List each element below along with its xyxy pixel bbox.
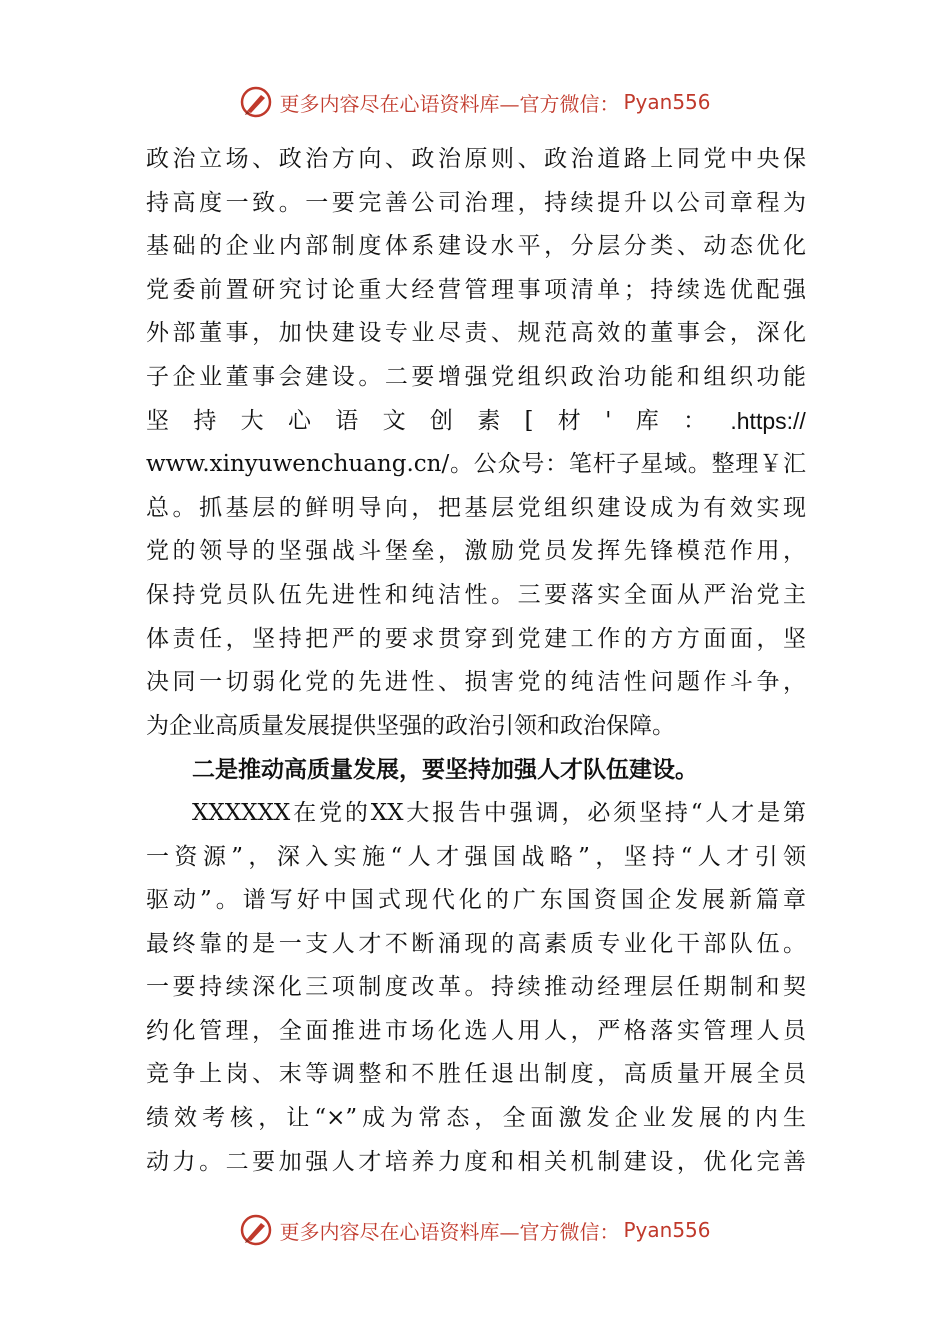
spread-char: ： <box>683 407 707 434</box>
banner-text: 更多内容尽在心语资料库—官方微信： <box>279 1219 620 1244</box>
text-line: 约化管理，全面推进市场化选人用人，严格落实管理人员 <box>146 1017 806 1044</box>
text-line: XXXXXX在党的XX大报告中强调，必须坚持“人才是第 <box>192 799 806 826</box>
text-line: 一要持续深化三项制度改革。持续推动经理层任期制和契 <box>146 974 806 1001</box>
url-line <box>146 443 806 487</box>
text-line: 基础的企业内部制度体系建设水平，分层分类、动态优化 <box>146 233 806 260</box>
wechat-id: Pyan556 <box>623 90 711 114</box>
text-line: 政治立场、政治方向、政治原则、政治道路上同党中央保 <box>146 146 806 172</box>
text-line: 一资源”，深入实施“人才强国战略”，坚持“人才引领 <box>146 843 806 870</box>
spread-char: ' <box>605 407 612 434</box>
pen-logo-icon <box>239 1213 273 1247</box>
text-line: 总。抓基层的鲜明导向，把基层党组织建设成为有效实现 <box>146 494 806 521</box>
header-banner <box>0 82 950 122</box>
watermark-spread-line <box>146 400 806 444</box>
paragraph-2 <box>146 792 806 1184</box>
text-line: 保持党员队伍先进性和纯洁性。三要落实全面从严治党主 <box>146 581 806 608</box>
spread-char: 库 <box>635 407 659 434</box>
spread-char: 大 <box>240 407 264 434</box>
text-line: 动力。二要加强人才培养力度和相关机制建设，优化完善 <box>146 1148 806 1175</box>
banner-text: 更多内容尽在心语资料库—官方微信： <box>279 91 620 116</box>
spread-char: 语 <box>335 407 359 434</box>
text-line: 绩效考核，让“×”成为常态，全面激发企业发展的内生 <box>146 1105 806 1132</box>
pen-logo-icon <box>239 85 273 119</box>
spread-char: [ <box>524 407 534 434</box>
url-prefix: .https:// <box>730 407 806 434</box>
spread-char: 材 <box>557 407 581 434</box>
spread-char: 创 <box>429 407 453 434</box>
footer-banner <box>0 1210 950 1250</box>
text-line: 驱动”。谱写好中国式现代化的广东国资国企发展新篇章 <box>146 887 806 914</box>
text-line: 决同一切弱化党的先进性、损害党的纯洁性问题作斗争， <box>146 669 806 696</box>
document-body <box>146 138 806 1184</box>
wechat-id: Pyan556 <box>623 1218 711 1242</box>
url-text: www.xinyuwenchuang.cn/。公众号：笔杆子星域。整理￥汇 <box>146 451 806 478</box>
text-line: 外部董事，加快建设专业尽责、规范高效的董事会，深化 <box>146 320 806 347</box>
text-line: 为企业高质量发展提供坚强的政治引领和政治保障。 <box>146 712 675 739</box>
spread-char: 素 <box>477 407 501 434</box>
text-line: 最终靠的是一支人才不断涌现的高素质专业化干部队伍。 <box>146 930 806 957</box>
spread-char: 坚 <box>146 407 169 434</box>
text-line: 党的领导的坚强战斗堡垒，激励党员发挥先锋模范作用， <box>146 538 806 565</box>
text-line: 子企业董事会建设。二要增强党组织政治功能和组织功能 <box>146 363 806 390</box>
text-line: 持高度一致。一要完善公司治理，持续提升以公司章程为 <box>146 189 806 216</box>
text-line: 竞争上岗、末等调整和不胜任退出制度，高质量开展全员 <box>146 1061 806 1088</box>
spread-char: 文 <box>382 407 406 434</box>
paragraph-1 <box>146 138 806 748</box>
spread-char: 持 <box>193 407 217 434</box>
spread-char: 心 <box>287 407 311 434</box>
section-heading: 二是推动高质量发展，要坚持加强人才队伍建设。 <box>192 756 698 784</box>
text-line: 党委前置研究讨论重大经营管理事项清单；持续选优配强 <box>146 276 806 303</box>
text-line: 体责任，坚持把严的要求贯穿到党建工作的方方面面，坚 <box>146 625 806 652</box>
